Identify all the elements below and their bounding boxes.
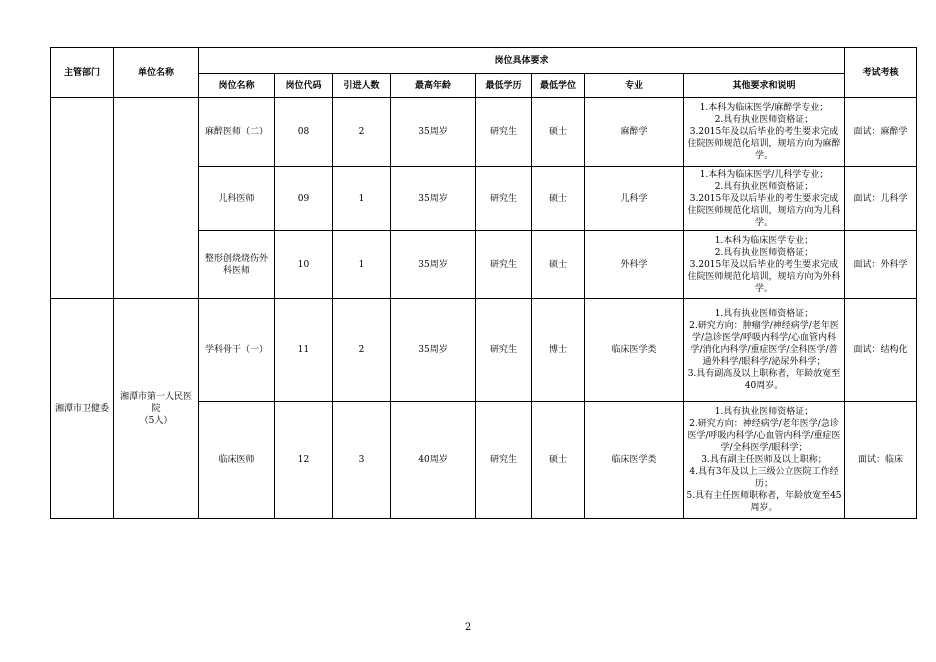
max-age: 35周岁 [391,299,476,402]
exam-method: 面试：外科学 [845,231,917,299]
header-dept: 主管部门 [51,48,114,98]
min-education: 研究生 [476,402,532,519]
major: 外科学 [585,231,684,299]
col-header-max-age: 最高年龄 [391,74,476,98]
exam-method: 面试：儿科学 [845,167,917,231]
position-name: 麻醉医师（二） [199,98,275,167]
max-age: 35周岁 [391,167,476,231]
header-exam: 考试考核 [845,48,917,98]
min-education: 研究生 [476,167,532,231]
requirement-line: 3.2015年及以后毕业的考生要求完成住院医师规范化培训，规培方向为麻醉学。 [687,127,841,161]
position-count: 2 [333,98,391,167]
major: 儿科学 [585,167,684,231]
min-degree: 硕士 [532,231,585,299]
col-header-min-education: 最低学历 [476,74,532,98]
header-requirements: 岗位具体要求 [199,48,845,74]
position-count: 3 [333,402,391,519]
position-code: 10 [275,231,333,299]
col-header-min-degree: 最低学位 [532,74,585,98]
unit-name [114,299,199,519]
major: 临床医学类 [585,402,684,519]
position-code: 12 [275,402,333,519]
requirement-line: 2.研究方向：肿瘤学/神经病学/老年医学/急诊医学/呼吸内科学/心血管内科学/消化内科学/重症医学/全科医学/普通外科学/眼科学/泌尿外科学； [689,321,839,367]
header-unit: 单位名称 [114,48,199,98]
requirement-line: 1.本科为临床医学/麻醉学专业； [699,103,829,113]
min-education: 研究生 [476,299,532,402]
max-age: 35周岁 [391,231,476,299]
max-age: 40周岁 [391,402,476,519]
requirement-line: 2.具有执业医师资格证； [714,115,814,125]
major: 临床医学类 [585,299,684,402]
requirement-line: 2.具有执业医师资格证； [714,181,814,192]
position-code: 11 [275,299,333,402]
other-requirements [684,98,845,167]
requirement-line: 3.具有副高及以上职称者，年龄放宽至40周岁。 [687,369,841,391]
other-requirements [684,402,845,519]
unit-name-line: 湘潭市第一人民医院 [119,391,192,414]
position-name: 儿科医师 [199,167,275,231]
table-row [51,98,917,167]
requirement-line: 5.具有主任医师职称者，年龄放宽至45周岁。 [686,491,842,513]
other-requirements [684,231,845,299]
table-row [51,299,917,402]
requirement-line: 2.研究方向：神经病学/老年医学/急诊医学/呼吸内科学/心血管内科学/重症医学/全科医学/眼科学； [687,419,841,453]
col-header-position-code: 岗位代码 [275,74,333,98]
position-name: 临床医师 [199,402,275,519]
min-degree: 博士 [532,299,585,402]
position-name: 整形创烧烧伤外科医师 [199,231,275,299]
exam-method: 面试：麻醉学 [845,98,917,167]
requirement-line: 1.本科为临床医学专业； [714,235,814,246]
major: 麻醉学 [585,98,684,167]
col-header-count: 引进人数 [333,74,391,98]
position-count: 2 [333,299,391,402]
min-degree: 硕士 [532,402,585,519]
min-degree: 硕士 [532,98,585,167]
exam-method: 面试：临床 [845,402,917,519]
min-education: 研究生 [476,231,532,299]
dept-name: 湘潭市卫健委 [51,299,114,519]
col-header-other-requirements: 其他要求和说明 [684,74,845,98]
requirement-line: 3.2015年及以后毕业的考生要求完成住院医师规范化培训，规培方向为外科学。 [687,259,841,294]
job-requirements-table [50,47,917,519]
exam-method: 面试：结构化 [845,299,917,402]
page-number: 2 [464,622,472,633]
unit-quota: （5人） [139,415,173,426]
requirement-line: 3.2015年及以后毕业的考生要求完成住院医师规范化培训，规培方向为儿科学。 [687,193,841,228]
requirement-line: 1.具有执业医师资格证； [714,309,814,319]
other-requirements [684,299,845,402]
position-code: 08 [275,98,333,167]
position-name: 学科骨干（一） [199,299,275,402]
requirement-line: 4.具有3年及以上三级公立医院工作经历； [689,467,839,489]
requirement-line: 1.本科为临床医学/儿科学专业； [699,169,829,180]
col-header-position-name: 岗位名称 [199,74,275,98]
position-code: 09 [275,167,333,231]
col-header-major: 专业 [585,74,684,98]
other-requirements [684,167,845,231]
min-degree: 硕士 [532,167,585,231]
requirement-line: 3.具有副主任医师及以上职称； [701,455,827,465]
dept-cell-empty [51,98,114,299]
max-age: 35周岁 [391,98,476,167]
requirement-line: 2.具有执业医师资格证； [714,247,814,258]
min-education: 研究生 [476,98,532,167]
position-count: 1 [333,231,391,299]
unit-cell-empty [114,98,199,299]
position-count: 1 [333,167,391,231]
requirement-line: 1.具有执业医师资格证； [714,407,814,417]
